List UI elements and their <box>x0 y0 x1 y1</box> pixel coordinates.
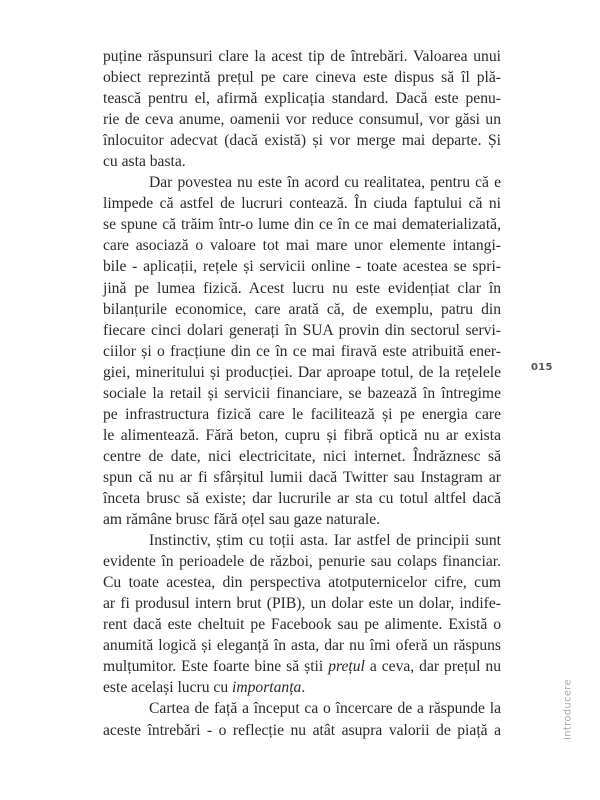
text-line <box>103 172 501 193</box>
text-line <box>103 698 501 719</box>
text-line <box>103 130 501 151</box>
text-line <box>103 509 501 530</box>
line-text: pe infrastructura fizică care le facilitează și pe energia care <box>103 405 501 423</box>
line-text: care asociază o valoare tot mai mare unor elemente intangi- <box>103 237 501 255</box>
text-line <box>103 235 501 256</box>
page-number: 015 <box>531 362 553 373</box>
line-text: giei, mineritului și producției. Dar aproape totul, de la rețelele <box>103 363 501 381</box>
line-text: . <box>301 679 306 697</box>
text-line <box>103 46 501 67</box>
text-line <box>103 656 501 677</box>
line-text: înceta brusc să existe; dar lucrurile ar sta cu totul altfel dacă <box>103 489 501 507</box>
text-line <box>103 320 501 341</box>
text-line <box>103 446 501 467</box>
line-text: bile - aplicații, rețele și servicii online - toate acestea se spri- <box>103 258 501 276</box>
line-text: le alimentează. Fără beton, cupru și fibră optică nu ar exista <box>103 426 501 444</box>
line-text: am rămâne brusc fără oțel sau gaze naturale. <box>103 511 381 529</box>
line-text: a ceva, dar prețul nu <box>364 658 501 676</box>
line-text: spun că nu ar fi sfârșitul lumii dacă Twitter sau Instagram ar <box>103 468 501 486</box>
line-text: sociale la retail și servicii financiare, se bazează în întregime <box>103 384 501 402</box>
text-line <box>103 551 501 572</box>
text-line <box>103 256 501 277</box>
line-text: ciilor și o fracțiune din ce în ce mai firavă este atribuită ener- <box>103 342 501 360</box>
line-text: puține răspunsuri clare la acest tip de întrebări. Valoarea unui <box>103 48 501 65</box>
line-text: ar fi produsul intern brut (PIB), un dolar este un dolar, indife- <box>103 595 501 613</box>
line-text: aceste întrebări - o reflecție nu atât asupra valorii de piață a <box>103 721 501 739</box>
text-line <box>103 88 501 109</box>
text-line <box>103 467 501 488</box>
text-line <box>103 635 501 656</box>
line-text: fiecare cinci dolari generați în SUA provin din sectorul servi- <box>103 321 501 339</box>
line-text: mulțumitor. Este foarte bine să știi <box>103 658 329 676</box>
line-text: Cu toate acestea, din perspectiva atotputernicelor cifre, cum <box>103 574 501 592</box>
line-text: înlocuitor adecvat (dacă există) și vor merge mai departe. Și <box>103 132 501 150</box>
text-line <box>103 720 501 741</box>
line-text: anumită logică și eleganță în asta, dar nu îmi oferă un răspuns <box>103 637 501 655</box>
emphasis-text: prețul <box>328 658 365 676</box>
line-text: centre de date, nici electricitate, nici internet. Îndrăznesc să <box>103 447 501 465</box>
text-line <box>103 362 501 383</box>
line-text: evidente în perioadele de război, penurie sau colaps financiar. <box>103 553 501 571</box>
text-line <box>103 614 501 635</box>
text-line <box>103 151 501 172</box>
line-text: tească pentru el, afirmă explicația standard. Dacă este penu- <box>103 90 501 108</box>
line-text: obiect reprezintă prețul pe care cineva este dispus să îl plă- <box>103 69 501 87</box>
text-line <box>103 214 501 235</box>
text-line <box>103 530 501 551</box>
text-line <box>103 383 501 404</box>
text-line <box>103 488 501 509</box>
line-text: rent dacă este cheltuit pe Facebook sau pe alimente. Există o <box>103 616 501 634</box>
text-line <box>103 109 501 130</box>
line-text: Instinctiv, știm cu toții asta. Iar astfel de principii sunt <box>149 532 501 550</box>
running-head: Introducere <box>562 679 574 740</box>
text-line <box>103 572 501 593</box>
text-line <box>103 299 501 320</box>
line-text: Cartea de față a început ca o încercare de a răspunde la <box>149 700 501 718</box>
text-line <box>103 341 501 362</box>
text-line <box>103 677 501 698</box>
line-text: este același lucru cu <box>103 679 233 697</box>
text-line <box>103 278 501 299</box>
line-text: limpede că astfel de lucruri contează. În ciuda faptului că ni <box>103 195 501 213</box>
line-text: cu asta basta. <box>103 153 186 171</box>
text-line <box>103 404 501 425</box>
body-text <box>103 46 501 741</box>
line-text: jină pe lumea fizică. Acest lucru nu este evidențiat clar în <box>103 279 501 297</box>
text-line <box>103 193 501 214</box>
text-line <box>103 593 501 614</box>
emphasis-text: importanța <box>232 679 302 697</box>
text-line <box>103 67 501 88</box>
line-text: bilanțurile economice, care arată că, de exemplu, patru din <box>103 300 501 318</box>
text-line <box>103 425 501 446</box>
line-text: rie de ceva anume, oamenii vor reduce consumul, vor găsi un <box>103 111 501 129</box>
line-text: Dar povestea nu este în acord cu realitatea, pentru că e <box>149 174 501 192</box>
line-text: se spune că trăim într-o lume din ce în ce mai dematerializată, <box>103 216 501 234</box>
